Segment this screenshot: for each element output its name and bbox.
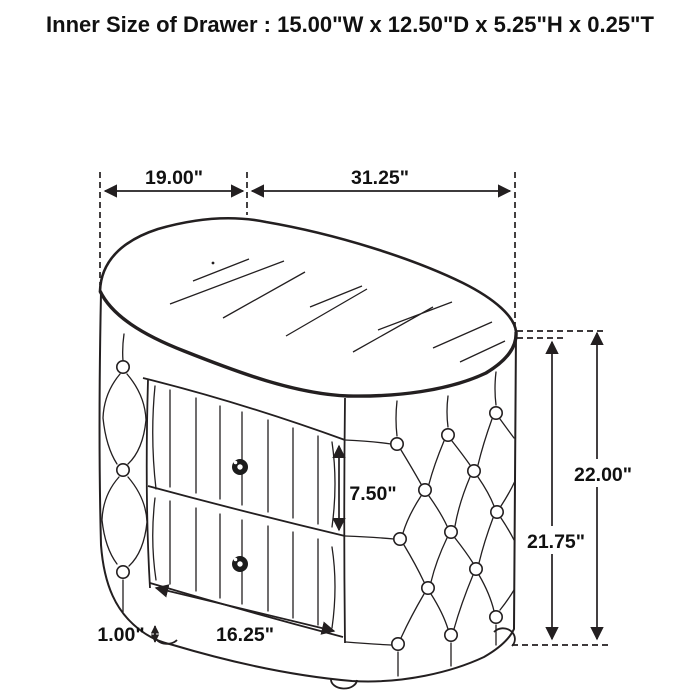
tufting-button bbox=[422, 582, 434, 594]
dim-label-drawer-height: 7.50" bbox=[349, 483, 397, 505]
foot-left bbox=[155, 630, 177, 644]
tufting-button bbox=[445, 629, 457, 641]
tufting-button bbox=[117, 464, 129, 476]
tufting-button bbox=[394, 533, 406, 545]
drawer-fronts bbox=[143, 378, 345, 643]
glass-speck bbox=[212, 262, 215, 265]
page-title: Inner Size of Drawer : 15.00"W x 12.50"D x 5.25"H x 0.25"T bbox=[46, 12, 654, 37]
tufting-button bbox=[445, 526, 457, 538]
front-right-seam bbox=[344, 398, 345, 643]
channel-tufting-top-drawer bbox=[153, 386, 335, 527]
tufting-button bbox=[117, 566, 129, 578]
tufting-button bbox=[490, 611, 502, 623]
tufting-button bbox=[442, 429, 454, 441]
left-side-panel-tufting bbox=[102, 334, 147, 612]
dim-label-leg-height: 1.00" bbox=[97, 624, 145, 646]
dimension-drawer-height bbox=[339, 446, 397, 530]
tufting-button bbox=[468, 465, 480, 477]
drawer-divider bbox=[148, 486, 345, 536]
front-left-seam bbox=[147, 380, 150, 588]
dimension-body-height bbox=[517, 338, 594, 639]
drawer-knob-top bbox=[232, 459, 248, 475]
tufting-button bbox=[419, 484, 431, 496]
dim-label-top-depth: 19.00" bbox=[144, 167, 204, 189]
glass-top bbox=[100, 218, 516, 396]
right-tufting-creases bbox=[345, 372, 515, 676]
dimension-drawer-width bbox=[156, 588, 334, 646]
drawer-knob-bottom bbox=[232, 556, 248, 572]
tufting-button bbox=[470, 563, 482, 575]
tufting-button bbox=[117, 361, 129, 373]
dim-label-drawer-width: 16.25" bbox=[215, 624, 275, 646]
dim-label-body-height: 21.75" bbox=[526, 531, 586, 553]
tufting-button bbox=[391, 438, 403, 450]
tufting-button bbox=[392, 638, 404, 650]
glass-top-outline bbox=[100, 218, 516, 396]
tufting-button bbox=[491, 506, 503, 518]
tufting-button bbox=[490, 407, 502, 419]
dimension-overall-height bbox=[512, 331, 641, 645]
dim-label-top-width: 31.25" bbox=[350, 167, 410, 189]
right-side-panel-tufting bbox=[345, 372, 515, 676]
dim-label-overall-height: 22.00" bbox=[573, 464, 633, 486]
